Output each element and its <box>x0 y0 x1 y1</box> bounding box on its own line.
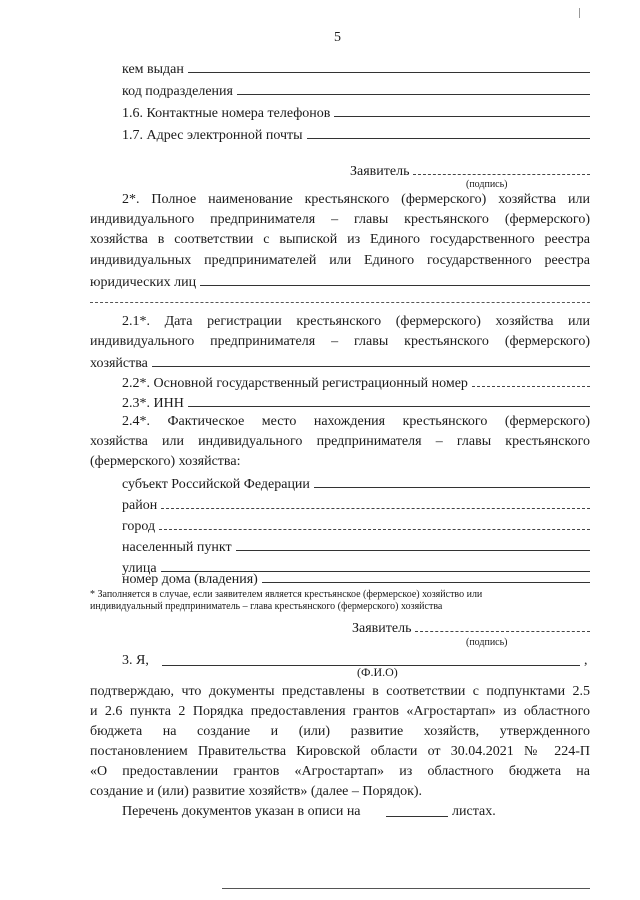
footnote-line-2: индивидуальный предприниматель – глава крестьянского (фермерского) хозяйства <box>90 601 443 612</box>
section-24-last-line: (фермерского) хозяйства: <box>90 454 241 469</box>
email-line <box>307 124 590 139</box>
section-3-last-line: создание и (или) развитие хозяйств» (далее – Порядок). <box>90 784 423 799</box>
subdivision-code-label: код подразделения <box>122 84 233 99</box>
scan-mark <box>579 8 580 18</box>
signature-caption-1: (подпись) <box>466 179 508 190</box>
address-city-label: город <box>122 519 156 534</box>
section-2-fill-line <box>200 271 590 286</box>
section-23-label: 2.3*. ИНН <box>122 396 184 411</box>
section-21-fill-line <box>152 352 590 367</box>
section-21-last-line <box>90 352 590 374</box>
section-24-line-1: 2.4*. Фактическое место нахождения крестьянского (фермерского) <box>122 414 590 429</box>
address-district-line <box>161 494 590 509</box>
address-house-field <box>122 568 590 590</box>
documents-list-prefix: Перечень документов указан в описи на <box>122 804 361 819</box>
section-3-line-5: «О предоставлении грантов «Агростартап» из областного бюджета на <box>90 764 590 779</box>
documents-list-suffix: листах. <box>452 804 496 819</box>
address-subject-line <box>314 473 590 488</box>
section-2-last-text: юридических лиц <box>90 275 197 290</box>
signature-line-1 <box>413 160 590 175</box>
section-23-line <box>188 392 590 407</box>
section-2-line-3: хозяйства в соответствии с выпиской из Единого государственного реестра <box>90 232 590 247</box>
issued-by-field <box>122 58 590 80</box>
section-22-line <box>472 372 590 387</box>
section-22-field <box>122 372 590 394</box>
phones-field <box>122 102 590 124</box>
section-3-suffix: , <box>584 653 588 668</box>
section-2-line-4: индивидуальных предпринимателей или Единого государственного реестра <box>90 253 590 268</box>
section-21-line-2: индивидуального предпринимателя – главы крестьянского (фермерского) <box>90 334 590 349</box>
section-3-line-3: бюджета на создание и (или) развитие хозяйств, утвержденного <box>90 724 590 739</box>
address-settlement-label: населенный пункт <box>122 540 232 555</box>
section-3-prefix: 3. Я, <box>122 653 149 668</box>
address-house-line <box>262 568 590 583</box>
section-3-line-4: постановлением Правительства Кировской области от 30.04.2021 № 224-П <box>90 744 590 759</box>
address-subject-field <box>122 473 590 495</box>
address-district-label: район <box>122 498 158 513</box>
address-city-field <box>122 515 590 537</box>
section-21-last-text: хозяйства <box>90 356 148 371</box>
section-2-extra-line <box>90 302 590 303</box>
phones-label: 1.6. Контактные номера телефонов <box>122 106 331 121</box>
section-21-line-1: 2.1*. Дата регистрации крестьянского (фермерского) хозяйства или <box>122 314 590 329</box>
section-3-line-1: подтверждаю, что документы представлены в соответствии с подпунктами 2.5 <box>90 684 590 699</box>
phones-line <box>334 102 590 117</box>
page-number: 5 <box>334 30 341 45</box>
bottom-rule <box>222 888 590 889</box>
issued-by-line <box>188 58 590 73</box>
email-field <box>122 124 590 146</box>
address-district-field <box>122 494 590 516</box>
section-3-line-2: и 2.6 пункта 2 Порядка предоставления грантов «Агростартап» из областного <box>90 704 590 719</box>
section-24-line-2: хозяйства или индивидуального предпринимателя – главы крестьянского <box>90 434 590 449</box>
documents-list-pages-line <box>386 816 448 817</box>
subdivision-code-field <box>122 80 590 102</box>
section-2-line-2: индивидуального предпринимателя – главы крестьянского (фермерского) <box>90 212 590 227</box>
signature-label-1: Заявитель <box>350 164 410 179</box>
address-settlement-line <box>236 536 590 551</box>
signature-label-2: Заявитель <box>352 621 412 636</box>
section-23-field <box>122 392 590 414</box>
issued-by-label: кем выдан <box>122 62 184 77</box>
section-22-label: 2.2*. Основной государственный регистрационный номер <box>122 376 468 391</box>
address-subject-label: субъект Российской Федерации <box>122 477 310 492</box>
section-2-line-1: 2*. Полное наименование крестьянского (фермерского) хозяйства или <box>122 192 590 207</box>
subdivision-code-line <box>237 80 590 95</box>
email-label: 1.7. Адрес электронной почты <box>122 128 303 143</box>
address-settlement-field <box>122 536 590 558</box>
address-house-label: номер дома (владения) <box>122 572 258 587</box>
address-street-label: улица <box>122 561 157 576</box>
signature-caption-2: (подпись) <box>466 637 508 648</box>
section-2-last-line <box>90 271 590 293</box>
address-city-line <box>159 515 590 530</box>
signature-line-2 <box>415 617 590 632</box>
footnote-line-1: * Заполняется в случае, если заявителем является крестьянское (фермерское) хозяйство или <box>90 589 483 600</box>
section-3-fio-caption: (Ф.И.О) <box>357 665 398 679</box>
